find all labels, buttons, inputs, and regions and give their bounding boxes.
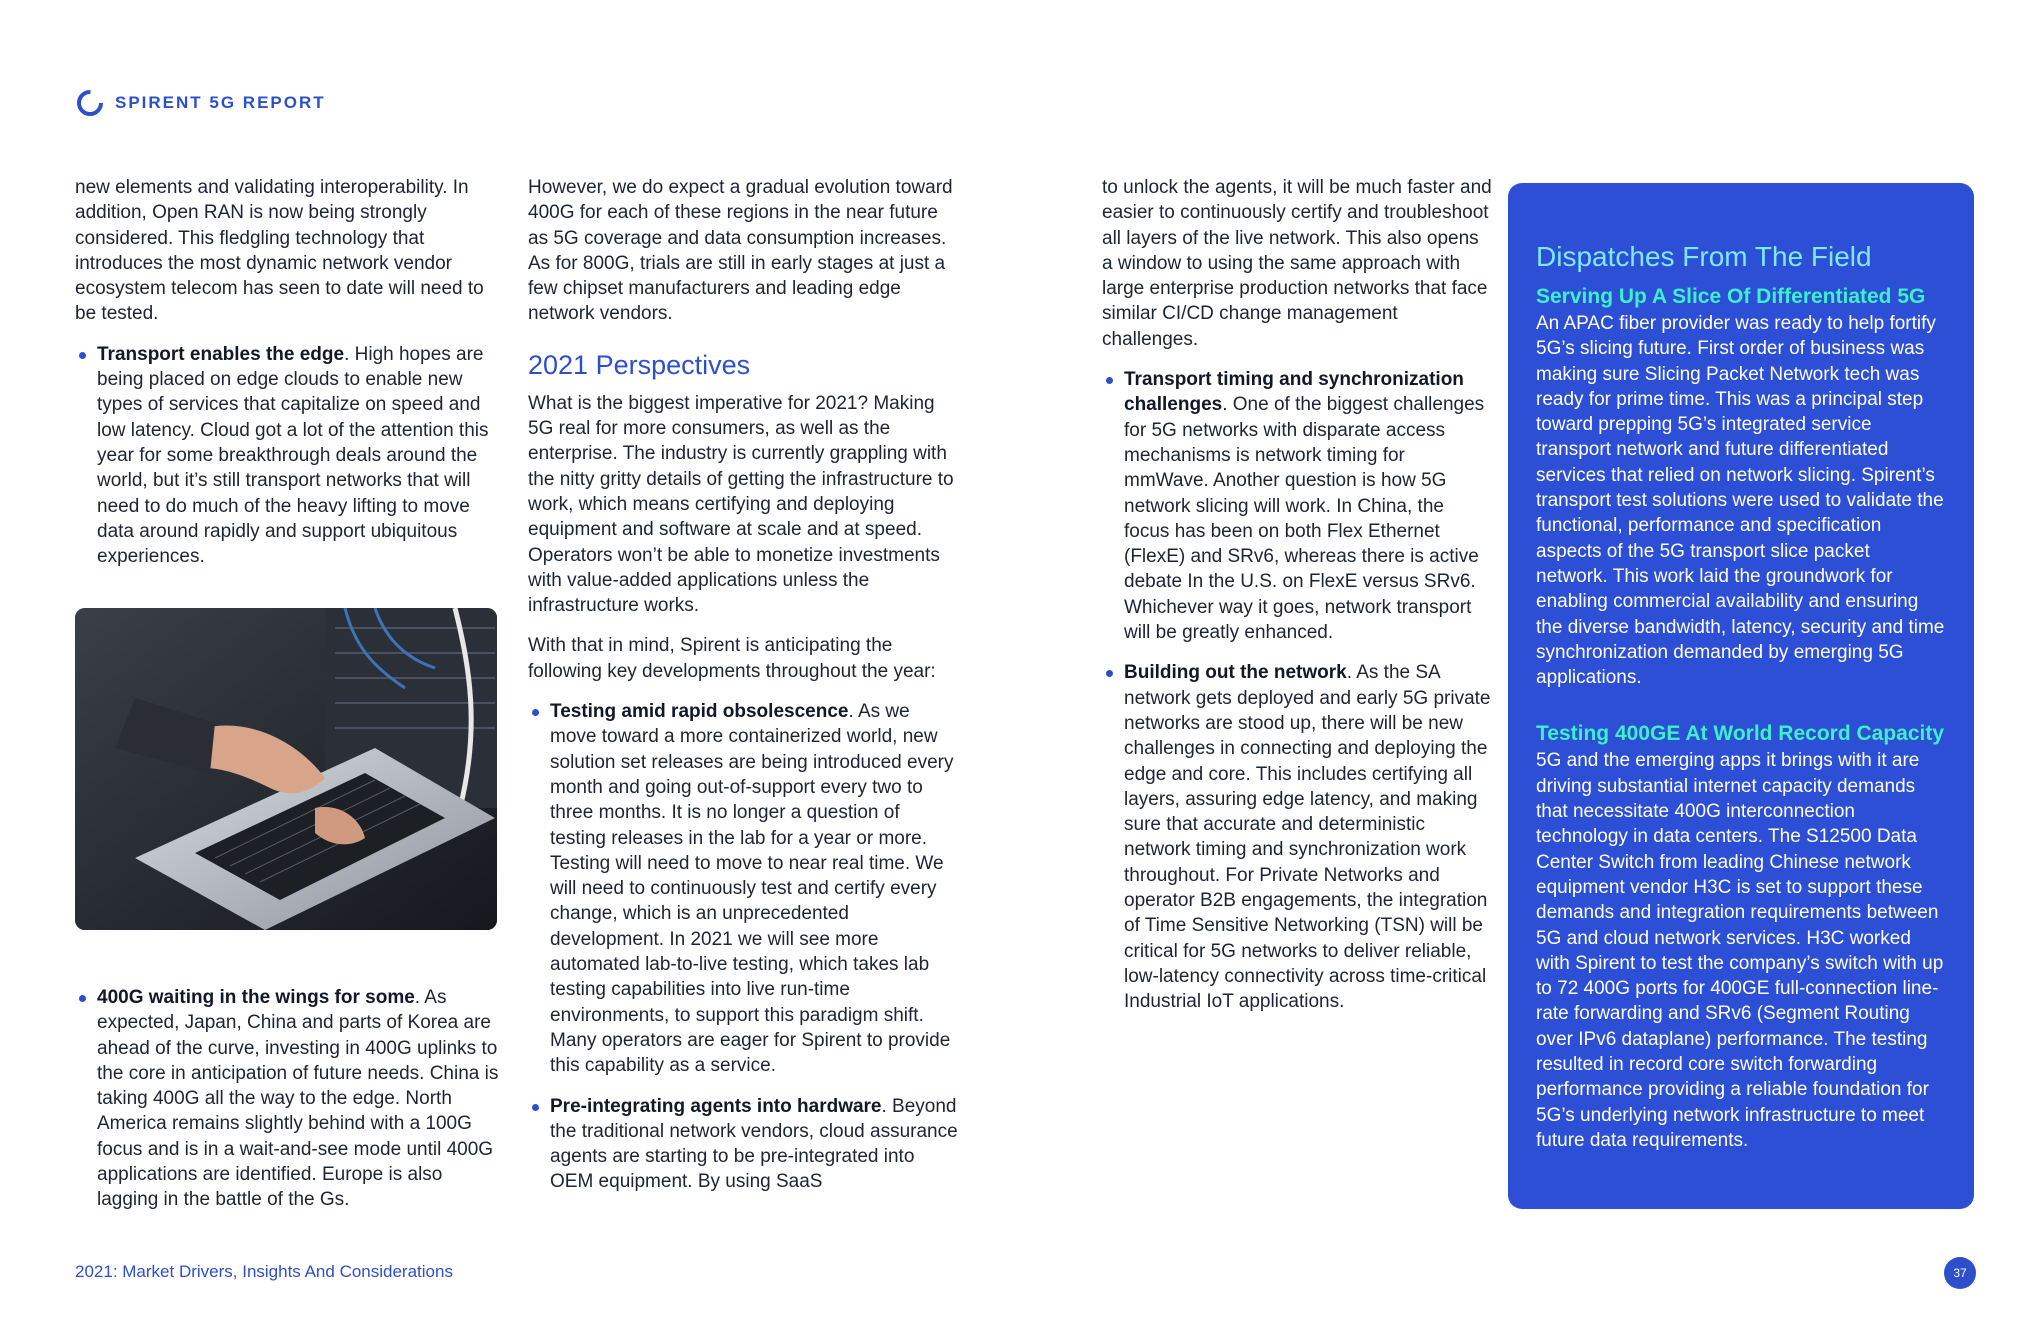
column-3 (1102, 175, 1492, 1030)
laptop-photo (75, 608, 497, 930)
bullet-400g-waiting (75, 985, 505, 1213)
bullet-dot-icon (532, 709, 539, 716)
story2-text: 5G and the emerging apps it brings with it are driving substantial internet capacity demands that necessitate 400G interconnection technology in data centers. The S12500 Data Center Switch from leading Chinese network equipment vendor H3C is set to support these demands and integration requirements between 5G and cloud network services. H3C worked with Spirent to test the company’s switch with up to 72 400G ports for 400GE full-connection line-rate forwarding and SRv6 (Segment Routing over IPv6 dataplane) performance. The testing resulted in record core switch forwarding performance providing a reliable foundation for 5G’s underlying network infrastructure to meet future data requirements. (1536, 750, 1944, 1151)
bullet-heading: Pre-integrating agents into hardware (550, 1095, 882, 1117)
bullet-heading: Testing amid rapid obsolescence (550, 701, 849, 723)
bullet-heading: Transport enables the edge (97, 343, 345, 365)
page-number: 37 (1944, 1257, 1976, 1289)
story2-title: Testing 400GE At World Record Capacity (1536, 722, 1945, 746)
brand-header (75, 88, 326, 118)
bullet-heading: Transport timing and synchronization challenges (1124, 369, 1464, 416)
column2-para2: With that in mind, Spirent is anticipating the following key developments throughout the year: (528, 635, 936, 682)
bullet-dot-icon (79, 352, 86, 359)
column1-intro: new elements and validating interoperability. In addition, Open RAN is now being strongly considered. This fledgling technology that introduces the most dynamic network vendor ecosystem telecom has seen to date will need to be tested. (75, 177, 484, 325)
bullet-text: . As we move toward a more containerized world, new solution set releases are being introduced every month and going out-of-support every two to three months. It is no longer a question of testing releases in the lab for a year or more. Testing will need to move to near real time. We will need to continuously test and certify every change, which is an unprecedented development. In 2021 we will see more automated lab-to-live testing, which takes lab testing capabilities into live run-time environments, to support this paradigm shift. Many operators are eager for Spirent to provide this capability as a service. (550, 701, 954, 1077)
column-1-bottom (75, 985, 505, 1228)
laptop-typing-image (75, 608, 497, 930)
story1-text: An APAC fiber provider was ready to help fortify 5G’s slicing future. First order of business was making sure Slicing Packet Network tech was ready for prime time. This was a principal step toward prepping 5G’s integrated service transport network and future differentiated services that relied on network slicing. Spirent’s transport test solutions were used to validate the functional, performance and specification aspects of the 5G transport slice packet network. This work laid the groundwork for enabling commercial availability and ensuring the diverse bandwidth, latency, security and time synchronization demanded by emerging 5G applications. (1536, 313, 1945, 689)
bullet-transport-timing (1102, 367, 1492, 645)
bullet-dot-icon (1106, 377, 1113, 384)
bullet-text: . As the SA network gets deployed and early 5G private networks are stood up, there will be new challenges in connecting and deploying the edge and core. This includes certifying all layers, assuring edge latency, and making sure that accurate and deterministic network timing and synchronization work throughout. For Private Networks and operator B2B engagements, the integration of Time Sensitive Networking (TSN) will be critical for 5G networks to deliver reliable, low-latency connectivity across time-critical Industrial IoT applications. (1124, 662, 1491, 1013)
bullet-heading: Building out the network (1124, 662, 1347, 684)
bullet-transport-edge (75, 342, 505, 570)
column3-intro: to unlock the agents, it will be much faster and easier to continuously certify and troubleshoot all layers of the live network. This also opens a window to using the same approach with large enterprise production networks that face similar CI/CD change management challenges. (1102, 177, 1492, 350)
bullet-testing-obsolescence (528, 699, 958, 1078)
bullet-dot-icon (1106, 670, 1113, 677)
column-1 (75, 175, 505, 584)
bullet-heading: 400G waiting in the wings for some (97, 987, 415, 1008)
brand-name: SPIRENT 5G REPORT (115, 93, 326, 112)
panel-title: Dispatches From The Field (1536, 241, 1872, 272)
column2-intro: However, we do expect a gradual evolution toward 400G for each of these regions in the near future as 5G coverage and data consumption increases. As for 800G, trials are still in early stages at just a few chipset manufacturers and leading edge network vendors. (528, 177, 953, 325)
column2-para1: What is the biggest imperative for 2021? Making 5G real for more consumers, as well as the enterprise. The industry is currently grappling with the nitty gritty details of getting the infrastructure to work, which means certifying and deploying equipment and software at scale and at speed. Operators won’t be able to monetize investments with value-added applications unless the infrastructure works. (528, 392, 954, 617)
bullet-building-network (1102, 660, 1492, 1014)
dispatches-panel (1508, 183, 1974, 1209)
bullet-preintegrating-agents (528, 1094, 958, 1195)
bullet-text: . One of the biggest challenges for 5G networks with disparate access mechanisms is network timing for mmWave. Another question is how 5G network slicing will work. In China, the focus has been on both Flex Ethernet (FlexE) and SRv6, whereas there is active debate In the U.S. on FlexE versus SRv6. Whichever way it goes, network transport will be greatly enhanced. (1124, 394, 1485, 644)
bullet-dot-icon (79, 995, 86, 1002)
column-2 (528, 175, 958, 1210)
story1-title: Serving Up A Slice Of Differentiated 5G (1536, 285, 1926, 308)
bullet-text: . Beyond the traditional network vendors, cloud assurance agents are starting to be pre-integrated into OEM equipment. By using SaaS (550, 1095, 958, 1193)
spirent-logo-icon (75, 88, 105, 118)
footer-title: 2021: Market Drivers, Insights And Considerations (75, 1262, 453, 1281)
bullet-dot-icon (532, 1104, 539, 1111)
section-title-2021-perspectives: 2021 Perspectives (528, 349, 751, 380)
bullet-text: . High hopes are being placed on edge clouds to enable new types of services that capitalize on speed and low latency. Cloud got a lot of the attention this year for some breakthrough deals around the world, but it’s still transport networks that will need to do much of the heavy lifting to move data around rapidly and support ubiquitous experiences. (97, 343, 489, 568)
bullet-text: . As expected, Japan, China and parts of Korea are ahead of the curve, investing in 400G uplinks to the core in anticipation of future needs. China is taking 400G all the way to the edge. North America remains slightly behind with a 100G focus and is in a wait-and-see mode until 400G applications are identified. Europe is also lagging in the battle of the Gs. (97, 987, 499, 1211)
